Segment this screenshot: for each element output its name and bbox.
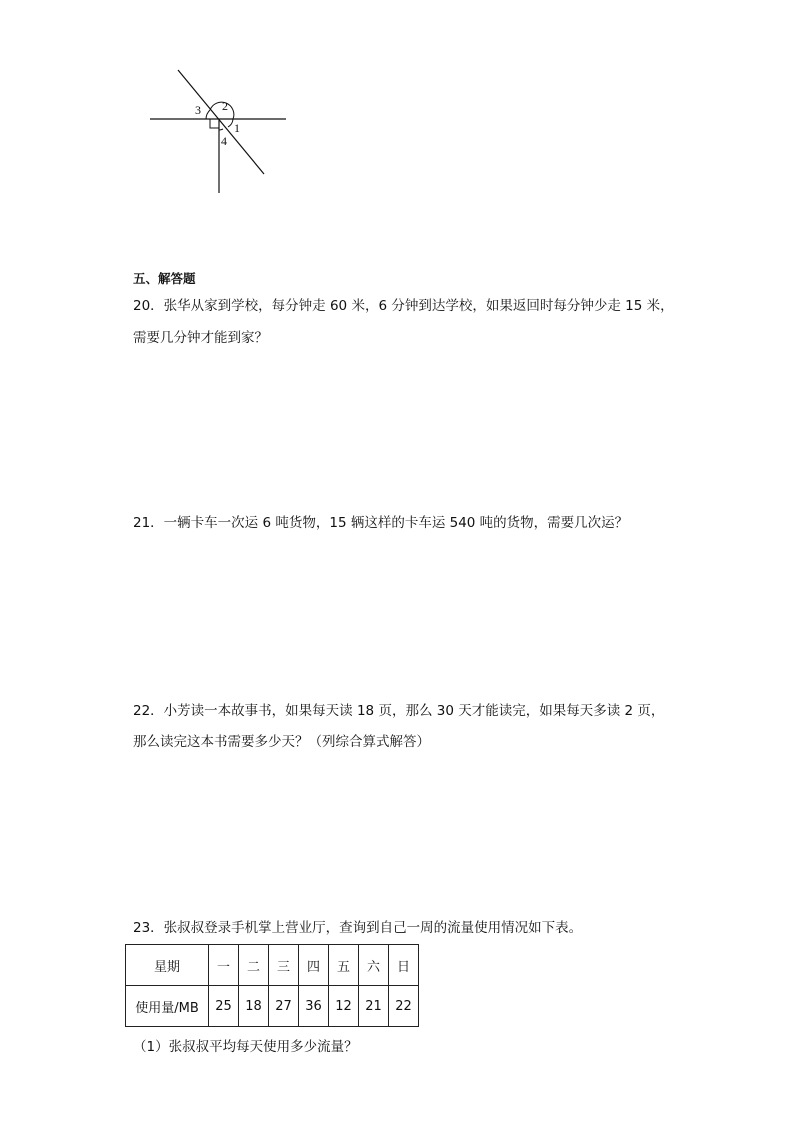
- day-cell: 一: [209, 945, 239, 986]
- section-title: 五、解答题: [133, 271, 196, 286]
- usage-cell: 18: [239, 986, 269, 1027]
- question-20-line-2: 需要几分钟才能到家？: [133, 330, 268, 346]
- angle-arc-3: [206, 110, 210, 119]
- usage-cell: 21: [359, 986, 389, 1027]
- angle-diagram: [140, 60, 300, 200]
- day-cell: 六: [359, 945, 389, 986]
- usage-cell: 22: [389, 986, 419, 1027]
- question-22-line-2: 那么读完这本书需要多少天？（列综合算式解答）: [133, 734, 430, 750]
- day-cell: 三: [269, 945, 299, 986]
- day-cell: 二: [239, 945, 269, 986]
- usage-cell: 25: [209, 986, 239, 1027]
- day-cell: 四: [299, 945, 329, 986]
- usage-table: [125, 944, 419, 1027]
- usage-cell: 36: [299, 986, 329, 1027]
- angle-label-1: 1: [234, 121, 240, 135]
- table-row-days: [126, 945, 419, 986]
- question-21-line-1: 21．一辆卡车一次运 6 吨货物，15 辆这样的卡车运 540 吨的货物，需要几次运？: [133, 515, 629, 531]
- day-cell: 日: [389, 945, 419, 986]
- right-angle-mark: [210, 119, 219, 128]
- angle-label-3: 3: [195, 103, 201, 117]
- table-row-header: 星期: [126, 945, 209, 986]
- usage-cell: 12: [329, 986, 359, 1027]
- table-row-header: 使用量/MB: [126, 986, 209, 1027]
- angle-arc-1: [228, 119, 233, 127]
- angle-label-2: 2: [222, 99, 228, 113]
- angle-label-4: 4: [221, 134, 227, 148]
- angle-arc-4: [219, 129, 223, 130]
- usage-cell: 27: [269, 986, 299, 1027]
- day-cell: 五: [329, 945, 359, 986]
- diagonal-line: [178, 70, 264, 174]
- question-23-sub-1: （1）张叔叔平均每天使用多少流量？: [133, 1039, 358, 1055]
- table-row-usage: [126, 986, 419, 1027]
- question-23-line-1: 23．张叔叔登录手机掌上营业厅，查询到自己一周的流量使用情况如下表。: [133, 920, 583, 936]
- angle-figure: [140, 60, 300, 200]
- question-20-line-1: 20．张华从家到学校，每分钟走 60 米，6 分钟到达学校，如果返回时每分钟少走 15 米，: [133, 298, 674, 314]
- question-22-line-1: 22．小芳读一本故事书，如果每天读 18 页，那么 30 天才能读完，如果每天多读 2 页，: [133, 703, 665, 719]
